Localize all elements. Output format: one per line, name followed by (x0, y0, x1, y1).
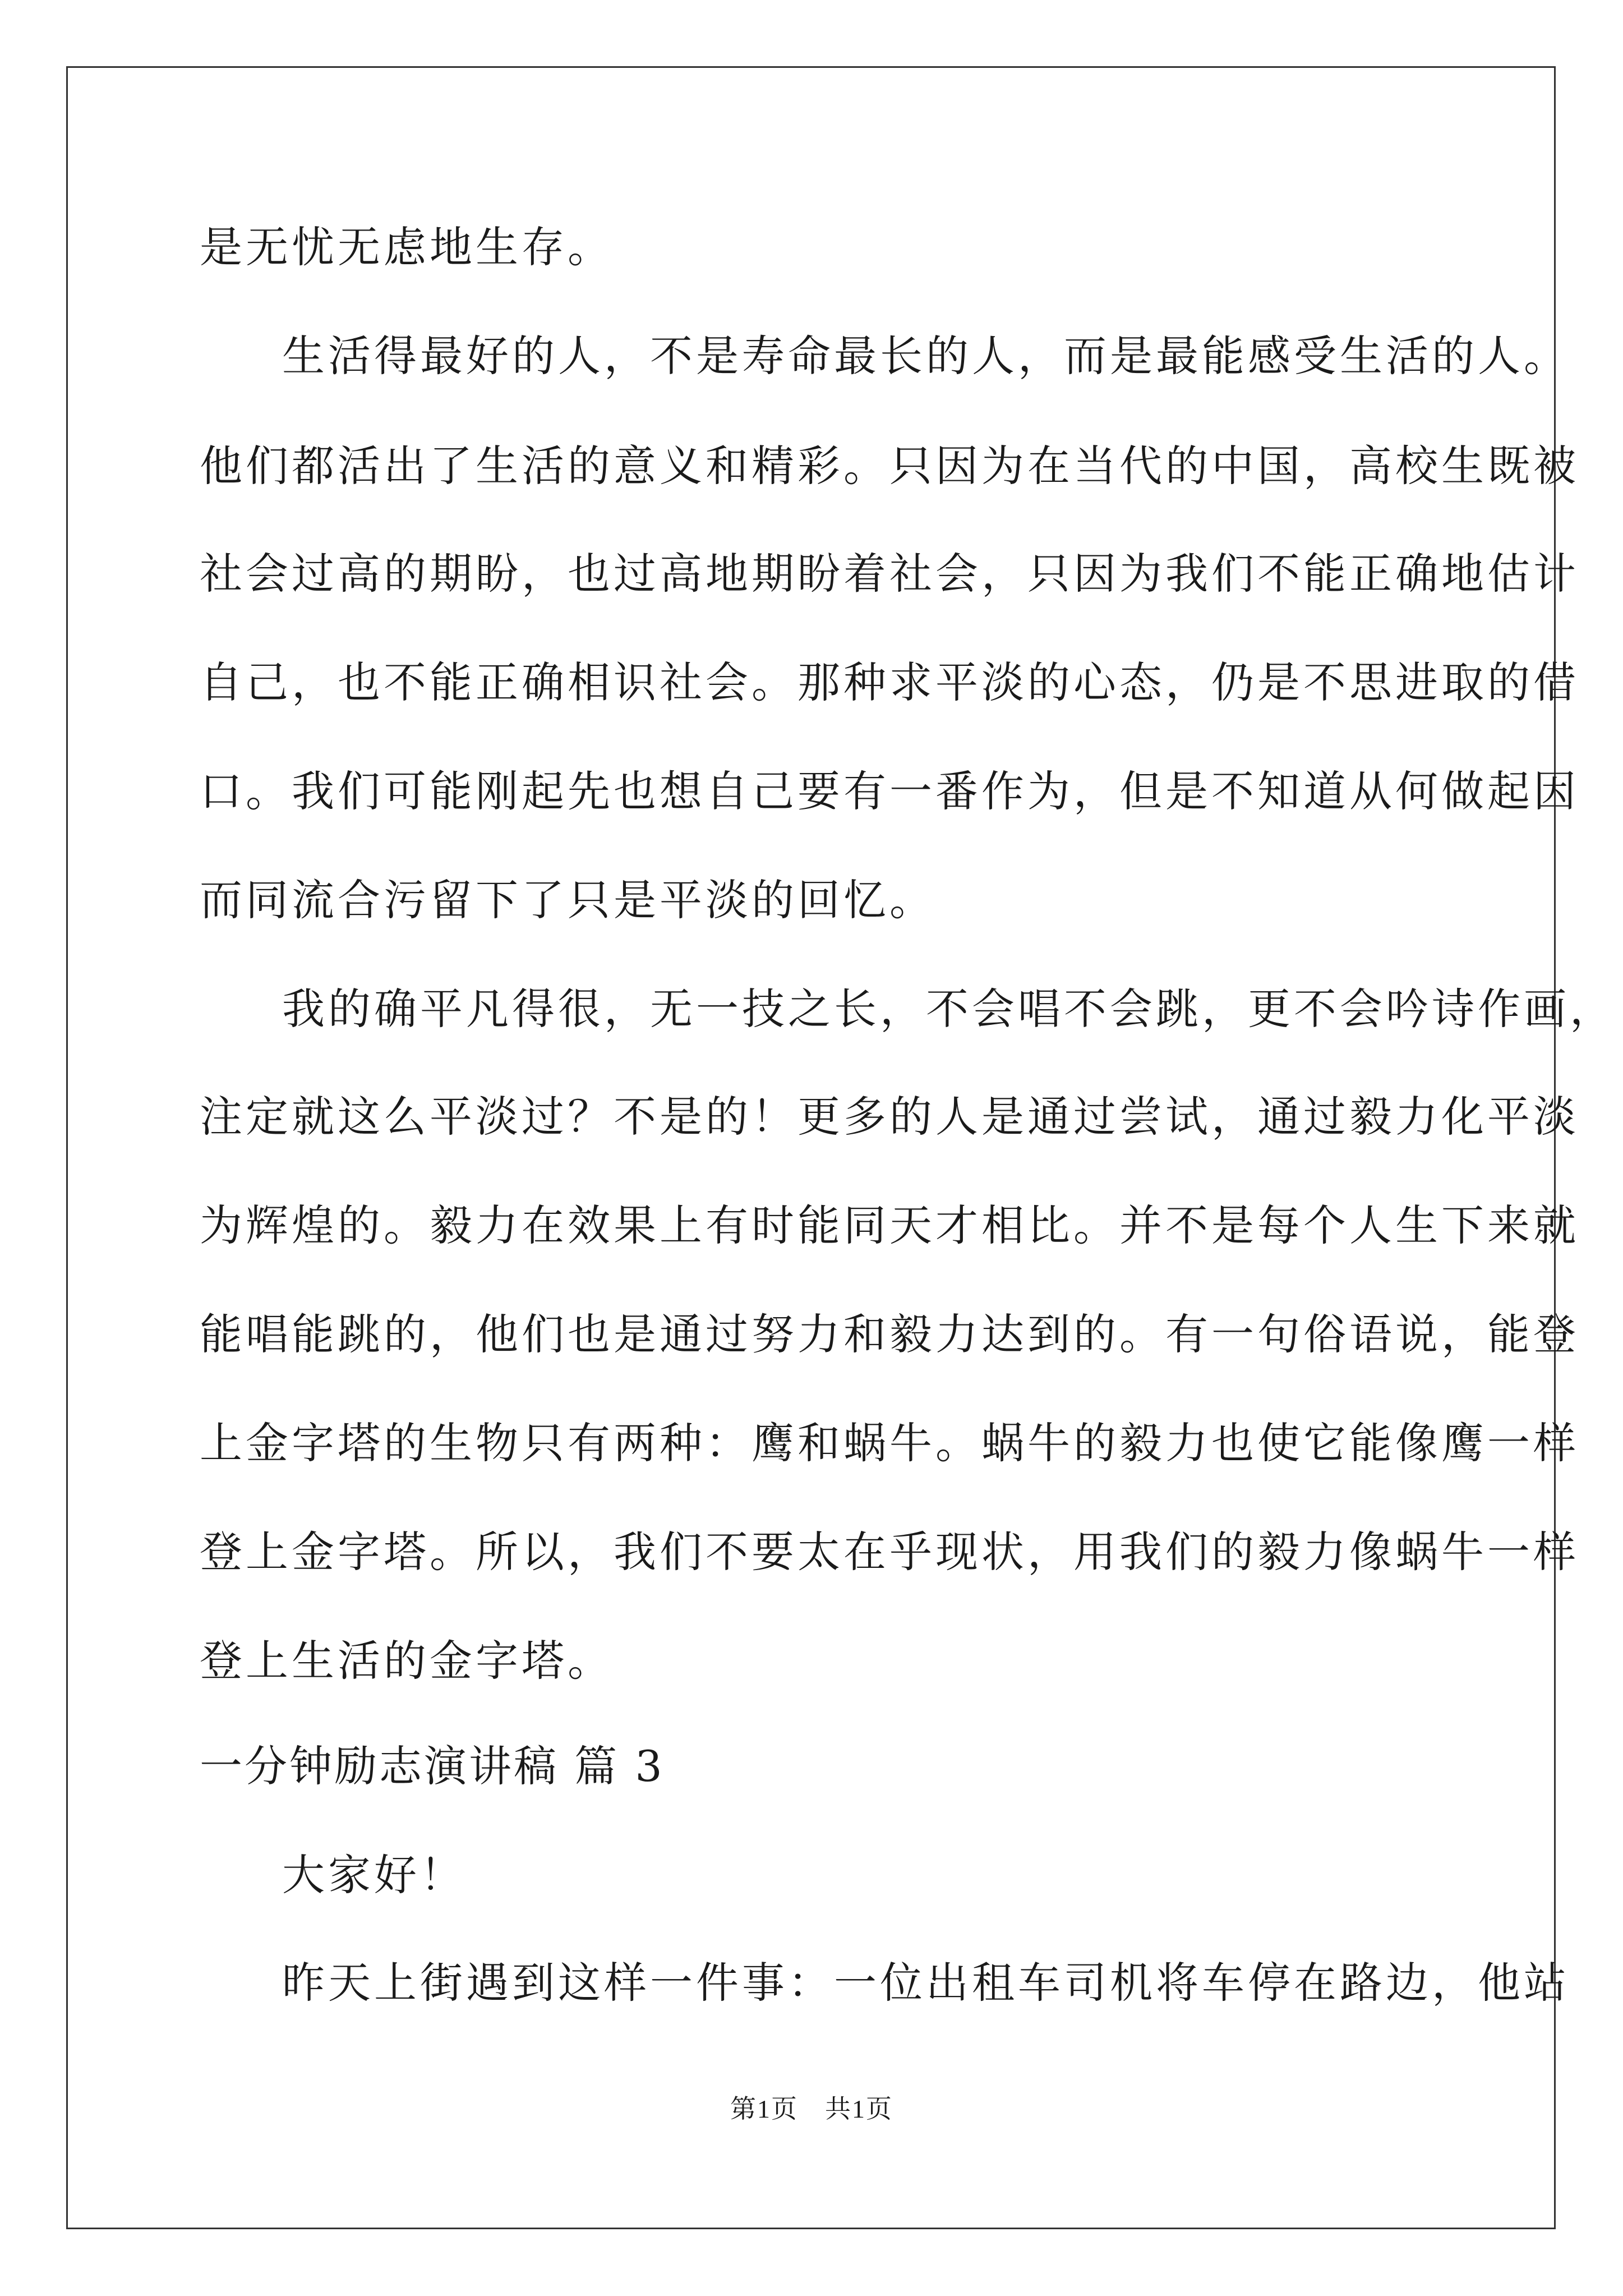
paragraph-first-line: 昨天上街遇到这样一件事：一位出租车司机将车停在路边，他站 (282, 1958, 1570, 2008)
paragraph-first-line: 生活得最好的人，不是寿命最长的人，而是最能感受生活的人。 (282, 331, 1570, 381)
paragraph-first-line: 我的确平凡得很，无一技之长，不会唱不会跳，更不会吟诗作画， (282, 984, 1616, 1034)
page-number-footer: 第1页 共1页 (730, 2095, 893, 2123)
section-heading: 一分钟励志演讲稿 篇 3 (200, 1741, 665, 1791)
text-line: 而同流合污留下了只是平淡的回忆。 (200, 875, 935, 925)
text-line: 口。我们可能刚起先也想自己要有一番作为，但是不知道从何做起因 (200, 766, 1579, 816)
text-line: 社会过高的期盼，也过高地期盼着社会，只因为我们不能正确地估计 (200, 549, 1579, 599)
text-line: 自己，也不能正确相识社会。那种求平淡的心态，仍是不思进取的借 (200, 657, 1579, 707)
text-line: 为辉煌的。毅力在效果上有时能同天才相比。并不是每个人生下来就 (200, 1200, 1579, 1250)
text-line: 他们都活出了生活的意义和精彩。只因为在当代的中国，高校生既被 (200, 441, 1579, 491)
text-line: 上金字塔的生物只有两种：鹰和蜗牛。蜗牛的毅力也使它能像鹰一样 (200, 1418, 1579, 1468)
text-line: 能唱能跳的，他们也是通过努力和毅力达到的。有一句俗语说，能登 (200, 1309, 1579, 1359)
text-line: 登上生活的金字塔。 (200, 1636, 614, 1686)
greeting-line: 大家好！ (282, 1850, 466, 1900)
text-line: 登上金字塔。所以，我们不要太在乎现状，用我们的毅力像蜗牛一样 (200, 1527, 1579, 1577)
text-line: 是无忧无虑地生存。 (200, 222, 614, 272)
page-border (66, 66, 1556, 2229)
text-line: 注定就这么平淡过？不是的！更多的人是通过尝试，通过毅力化平淡 (200, 1092, 1579, 1142)
